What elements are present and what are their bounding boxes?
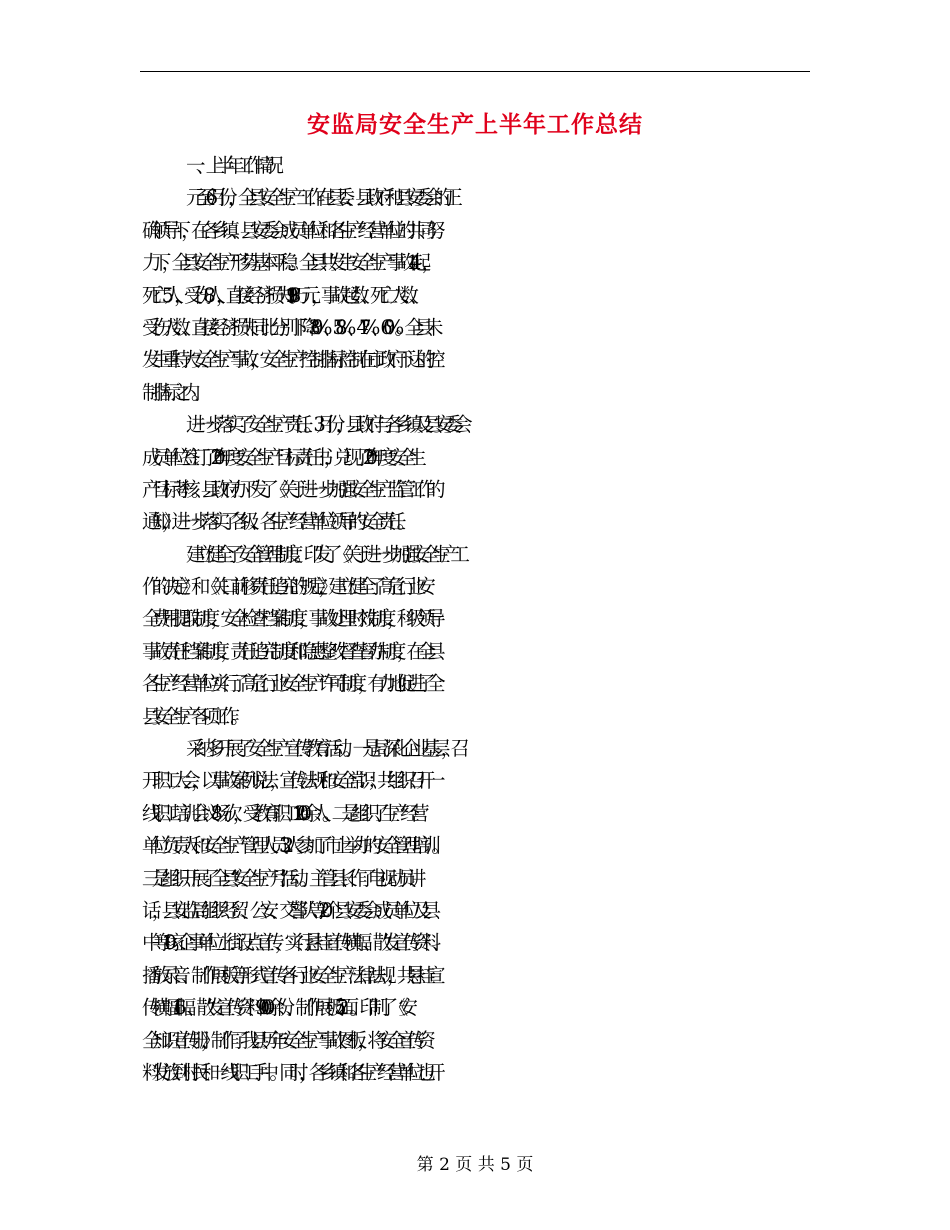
text-line: 产目标考核。县政府办下发了《关于进一步加强安全生产监管工作的 [142, 477, 436, 501]
text-line: 采纳多开展了安全生产宣传教育活动。一是局深化企业基层，召 [186, 737, 461, 761]
header-rule [140, 71, 810, 72]
document-title: 安监局安全生产上半年工作总结 [307, 111, 643, 138]
text-line: 制指标之内。 [142, 380, 201, 404]
text-line: 进一步落实了安全生产责任。3月份，县政府与各乡镇及县安委会 [186, 413, 463, 437]
text-line: 成员单位签订了20*年度安全生产目标责任书，兑现了20*年度安全生 [142, 445, 418, 469]
text-line: 单位负责人和安全生产管理人员32人参加了市上举办的安全管理培训。 [142, 834, 442, 858]
text-line: 通知》，进一步落实了各级、各生产经营单位领导的安全责任。 [142, 510, 407, 534]
text-line: 各生产经营单位实行了高危行业安全生产许可制度，有力地促进了全 [142, 672, 436, 696]
text-line: 受伤人数、直接经济损失同比分别下降30%、58%、47%、60%。全县未 [142, 315, 434, 339]
text-line: 话，县安监局组织经贸、公安、交警队等20个县安委会成员单位及县 [142, 898, 432, 922]
text-line: 一、上半年工作情况 [186, 154, 275, 177]
text-line: 作的决定》和《关口前移责任追究的规定》，建立健全了高危行业安 [142, 575, 427, 599]
text-line: 发生重特大安全生产事故，安全生产控制指标控制在市政府下达的控 [142, 348, 436, 372]
text-line: 确领导下，在各乡镇、县安委会成员单位和各生产经营单位的共同努 [142, 218, 436, 242]
text-line: 三是组织开展了全县“安全生产月”活动。主管县长作了电视动员讲 [142, 866, 417, 890]
text-line: 死亡5人，受伤8人，直接经济损失11.98万元，事故起数、死亡人数、 [142, 283, 419, 307]
text-line: 元至6月份，全县安全生产工作在县委、县政府和县安委会的正 [186, 186, 454, 210]
text-line: 线职工培训会议8场次，受教育职工1200余人。二是组织了生产经营 [142, 801, 420, 825]
text-line: 传横幅16幅、散发宣传资料9000余份、制作展板52面。印制了《安 [142, 996, 409, 1020]
text-line: 全费用提取制度，安全检查档案制度，事故处理时效制度，科级领导 [142, 607, 436, 631]
document-body [142, 150, 812, 1089]
text-line: 事故责任档案制度，责任追究制度和隐患整改督查督办制度，在全县 [142, 639, 436, 663]
text-line: 县安全生产各项工作。 [142, 704, 240, 728]
text-line: 全知识宣传册》，制作了我县历年安全生产事故图板，将安全宣传资 [142, 1028, 427, 1052]
text-line: 建立健全了安全管理制度。印发了《关于进一步加强安全生产工 [186, 542, 461, 566]
text-line: 力下，全县安全生产形势基本平稳。全县共发生安全生产事故14起， [142, 251, 432, 275]
page-footer [0, 1152, 950, 1178]
text-line: 播放录音、制作展板等形式宣传各行业安全生产法律法规，共悬挂宣 [142, 963, 436, 987]
page-number-label: 第 2 页 共 5 页 [416, 1155, 534, 1175]
text-line: 中等10家企事单位上街设点宣传，实行悬挂宣传横幅、散发宣传资料、 [142, 931, 442, 955]
text-line: 开职工大会，以事故案例说法，宣传法规和安全常识；共组织召开一 [142, 769, 436, 793]
text-line: 料发放到村民和一线职工手中。同时，各乡镇和各生产经营单位也开 [142, 1060, 436, 1084]
